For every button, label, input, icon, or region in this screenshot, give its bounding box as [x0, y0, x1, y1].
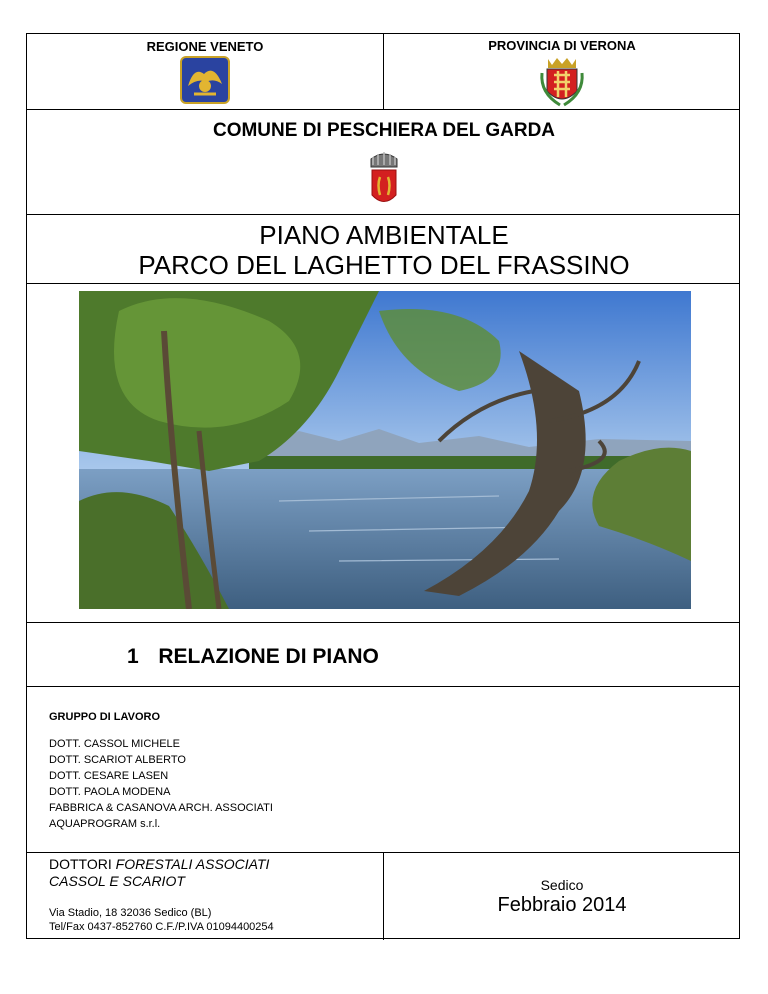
province-name: PROVINCIA DI VERONA [488, 38, 636, 53]
firm-tax-contact: Tel/Fax 0437-852760 C.F./P.IVA 01094400254 [49, 921, 274, 933]
team-member: AQUAPROGRAM s.r.l. [49, 818, 161, 830]
firm-prefix: DOTTORI [49, 856, 112, 872]
municipality-name: COMUNE DI PESCHIERA DEL GARDA [212, 120, 556, 141]
report-name: RELAZIONE DI PIANO [158, 645, 379, 668]
firm-contact [49, 906, 274, 934]
rule [27, 283, 739, 284]
team-heading: GRUPPO DI LAVORO [49, 711, 161, 723]
firm-italic-line-2: CASSOL E SCARIOT [49, 873, 185, 889]
rule [27, 214, 739, 215]
report-title [127, 645, 379, 669]
title-line-1: PIANO AMBIENTALE [259, 220, 509, 250]
peschiera-crest [368, 151, 400, 214]
team-list [49, 736, 273, 832]
team-member: DOTT. PAOLA MODENA [49, 786, 171, 798]
title-line-2: PARCO DEL LAGHETTO DEL FRASSINO [138, 250, 630, 280]
team-member: DOTT. SCARIOT ALBERTO [49, 754, 186, 766]
rule [27, 686, 739, 687]
lake-photo [79, 291, 691, 614]
place: Sedico [540, 877, 584, 893]
province-verona-crest [538, 55, 586, 114]
date: Febbraio 2014 [497, 894, 627, 916]
firm-address: Via Stadio, 18 32036 Sedico (BL) [49, 907, 212, 919]
rule [27, 622, 739, 623]
region-name: REGIONE VENETO [146, 39, 264, 54]
cover-frame [26, 33, 740, 939]
region-veneto-crest [180, 56, 230, 109]
document-title [27, 220, 741, 280]
team-member: FABBRICA & CASANOVA ARCH. ASSOCIATI [49, 802, 273, 814]
team-member: DOTT. CESARE LASEN [49, 770, 169, 782]
firm-name [49, 856, 269, 890]
rule [27, 109, 739, 110]
firm-italic-line-1: FORESTALI ASSOCIATI [115, 856, 270, 872]
report-number: 1 [127, 645, 139, 668]
team-member: DOTT. CASSOL MICHELE [49, 738, 181, 750]
